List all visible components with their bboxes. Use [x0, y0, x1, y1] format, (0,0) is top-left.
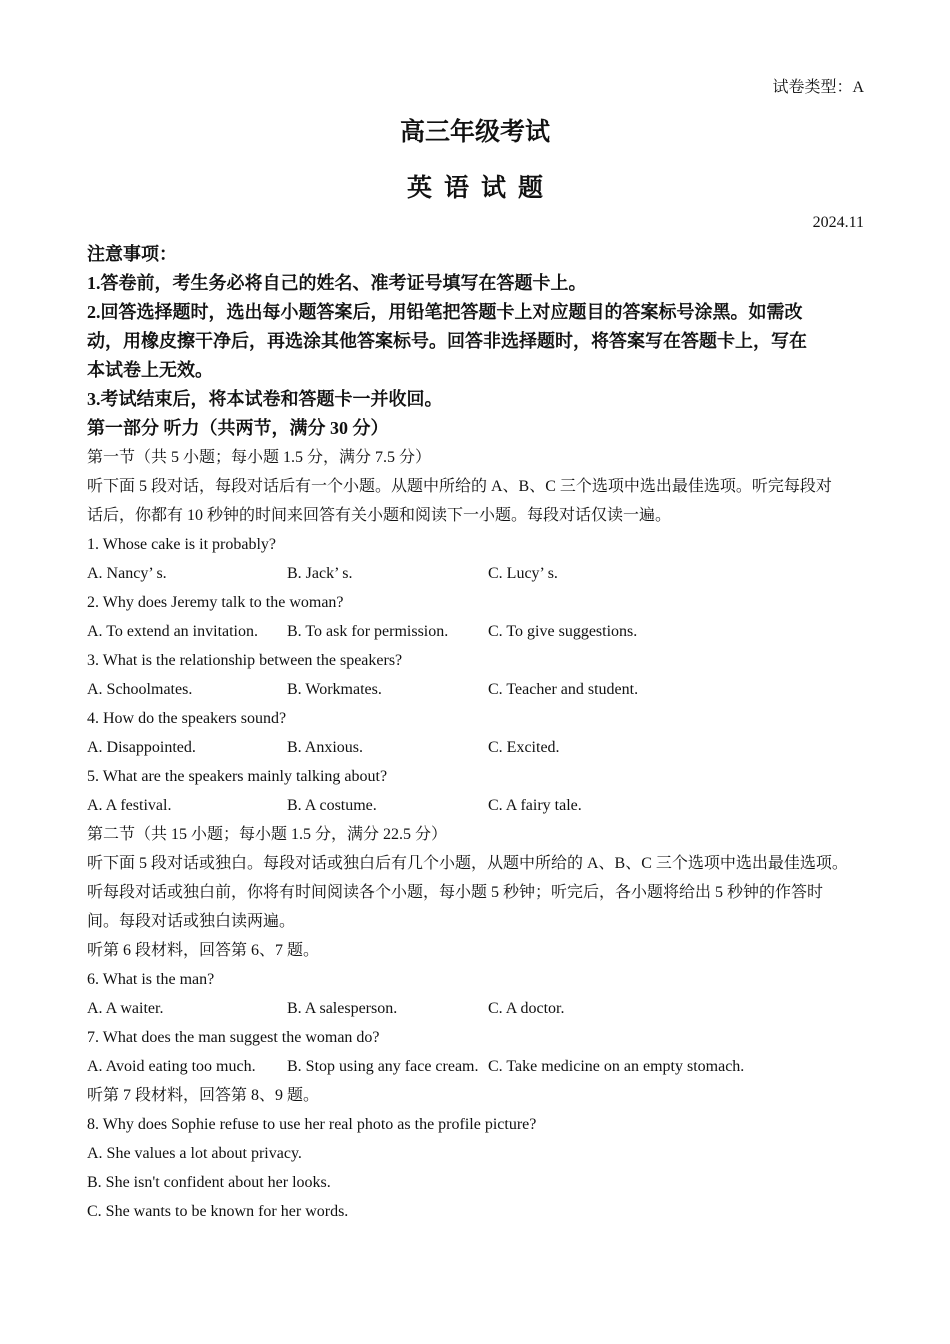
question-4-option-a: A. Disappointed. — [87, 739, 196, 756]
question-5: 5. What are the speakers mainly talking about? — [87, 768, 388, 785]
question-8-option-b: B. She isn't confident about her looks. — [87, 1174, 331, 1191]
question-4: 4. How do the speakers sound? — [87, 710, 287, 727]
question-7-option-b: B. Stop using any face cream. — [287, 1058, 479, 1075]
question-2-option-a: A. To extend an invitation. — [87, 623, 258, 640]
question-5-options — [87, 791, 877, 820]
question-1-option-c: C. Lucy’ s. — [488, 565, 558, 582]
question-2: 2. Why does Jeremy talk to the woman? — [87, 594, 344, 611]
exam-content — [87, 240, 877, 1226]
notice-item-2-line-1: 2.回答选择题时，选出每小题答案后，用铅笔把答题卡上对应题目的答案标号涂黑。如需改 — [87, 302, 803, 322]
question-3-option-b: B. Workmates. — [287, 681, 382, 698]
question-1-option-a: A. Nancy’ s. — [87, 565, 167, 582]
section2-instruction-line-3: 间。每段对话或独白读两遍。 — [87, 913, 296, 930]
exam-date: 2024.11 — [812, 214, 864, 231]
question-4-option-c: C. Excited. — [488, 739, 560, 756]
question-4-option-b: B. Anxious. — [287, 739, 364, 756]
question-2-option-b: B. To ask for permission. — [287, 623, 449, 640]
section2-instruction-line-1: 听下面 5 段对话或独白。每段对话或独白后有几个小题，从题中所给的 A、B、C 三个选项中选出最佳选项。 — [87, 855, 848, 872]
exam-title: 高三年级考试 — [399, 119, 550, 146]
question-3-option-a: A. Schoolmates. — [87, 681, 193, 698]
question-2-option-c: C. To give suggestions. — [488, 623, 638, 640]
question-8: 8. Why does Sophie refuse to use her real photo as the profile picture? — [87, 1116, 537, 1133]
question-3: 3. What is the relationship between the speakers? — [87, 652, 403, 669]
question-8-option-a: A. She values a lot about privacy. — [87, 1145, 302, 1162]
notice-item-1: 1.答卷前，考生务必将自己的姓名、准考证号填写在答题卡上。 — [87, 273, 587, 293]
question-6-options — [87, 994, 877, 1023]
question-2-options — [87, 617, 877, 646]
section2-heading: 第二节（共 15 小题；每小题 1.5 分，满分 22.5 分） — [87, 826, 448, 843]
section2-instruction-line-2: 听每段对话或独白前，你将有时间阅读各个小题，每小题 5 秒钟；听完后，各小题将给出 5 秒钟的作答时 — [87, 884, 824, 901]
question-8-option-c: C. She wants to be known for her words. — [87, 1203, 349, 1220]
question-7-options — [87, 1052, 877, 1081]
question-6: 6. What is the man? — [87, 971, 215, 988]
section1-instruction-line-2: 话后，你都有 10 秒钟的时间来回答有关小题和阅读下一小题。每段对话仅读一遍。 — [87, 507, 672, 524]
question-1-options — [87, 559, 877, 588]
question-7-option-a: A. Avoid eating too much. — [87, 1058, 256, 1075]
notice-item-3: 3.考试结束后，将本试卷和答题卡一并收回。 — [87, 389, 443, 409]
question-6-option-b: B. A salesperson. — [287, 1000, 398, 1017]
question-4-options — [87, 733, 877, 762]
question-6-option-a: A. A waiter. — [87, 1000, 164, 1017]
question-5-option-c: C. A fairy tale. — [488, 797, 582, 814]
section1-heading: 第一节（共 5 小题；每小题 1.5 分，满分 7.5 分） — [87, 449, 432, 466]
question-7: 7. What does the man suggest the woman do? — [87, 1029, 380, 1046]
question-5-option-a: A. A festival. — [87, 797, 172, 814]
material-6-heading: 听第 6 段材料，回答第 6、7 题。 — [87, 942, 320, 959]
material-7-heading: 听第 7 段材料，回答第 8、9 题。 — [87, 1087, 320, 1104]
notice-item-2-line-3: 本试卷上无效。 — [87, 360, 213, 380]
subject-title: 英语试题 — [406, 175, 555, 202]
section1-instruction-line-1: 听下面 5 段对话，每段对话后有一个小题。从题中所给的 A、B、C 三个选项中选出最佳选项。听完每段对 — [87, 478, 832, 495]
notice-heading: 注意事项： — [87, 244, 177, 264]
question-5-option-b: B. A costume. — [287, 797, 377, 814]
question-7-option-c: C. Take medicine on an empty stomach. — [488, 1058, 745, 1075]
question-3-options — [87, 675, 877, 704]
question-1: 1. Whose cake is it probably? — [87, 536, 276, 553]
paper-type-label: 试卷类型：A — [772, 79, 864, 96]
notice-item-2-line-2: 动，用橡皮擦干净后，再选涂其他答案标号。回答非选择题时，将答案写在答题卡上，写在 — [87, 331, 807, 351]
question-1-option-b: B. Jack’ s. — [287, 565, 353, 582]
question-3-option-c: C. Teacher and student. — [488, 681, 639, 698]
part1-heading: 第一部分 听力（共两节，满分 30 分） — [87, 418, 389, 438]
question-6-option-c: C. A doctor. — [488, 1000, 565, 1017]
